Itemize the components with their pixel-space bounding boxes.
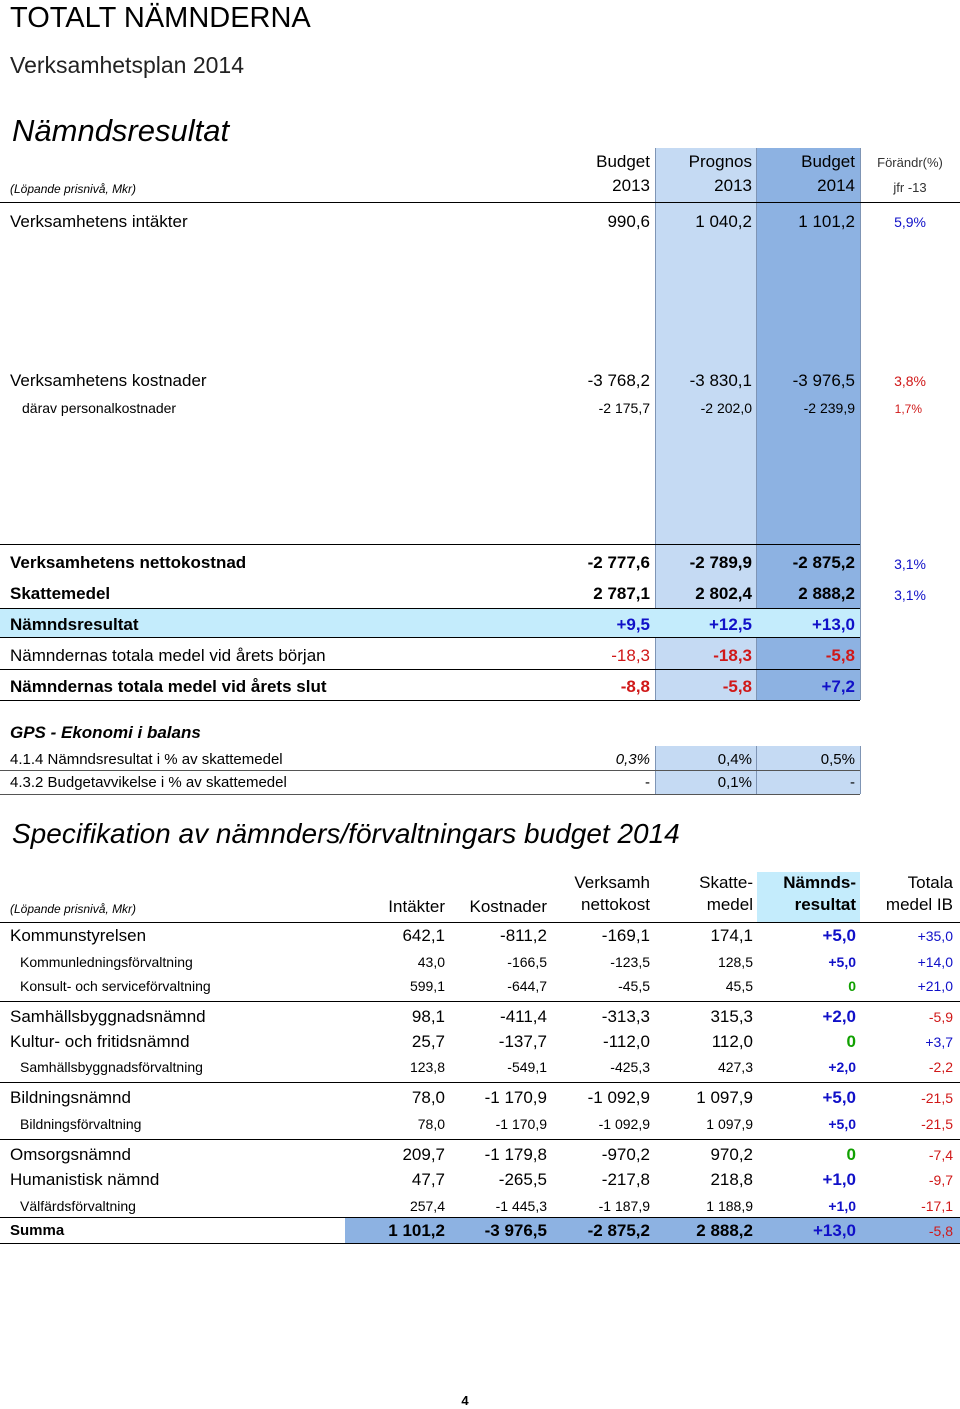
cell-totala: +21,0	[917, 978, 953, 994]
row-label: Verksamhetens kostnader	[10, 371, 207, 390]
cell-p13: 1 040,2	[695, 212, 752, 231]
cell-resultat: +5,0	[822, 1088, 856, 1107]
cell-netto: -1 092,9	[587, 1088, 650, 1107]
row-label: Skattemedel	[10, 584, 111, 603]
cell-netto: -1 092,9	[598, 1116, 650, 1132]
spec-heading: Specifikation av nämnders/förvaltningars budget 2014	[12, 818, 680, 849]
cell-chg: 1,7%	[894, 402, 922, 416]
cell-totala: -5,9	[928, 1009, 953, 1025]
row-label: Nämndernas totala medel vid årets slut	[10, 677, 327, 696]
cell-p13: -2 789,9	[689, 553, 752, 572]
cell-skatte: 1 097,9	[706, 1116, 753, 1132]
row-label: 4.1.4 Nämndsresultat i % av skattemedel	[10, 751, 283, 768]
summa-netto: -2 875,2	[587, 1221, 650, 1240]
col-header-budget13: Budget 2013	[596, 152, 650, 195]
gps-heading: GPS - Ekonomi i balans	[10, 723, 201, 742]
spec-col-resultat: Nämnds- resultat	[783, 873, 856, 914]
row-label: Omsorgsnämnd	[10, 1145, 131, 1164]
row-label: därav personalkostnader	[22, 400, 177, 416]
cell-skatte: 1 188,9	[706, 1198, 753, 1214]
cell-netto: -217,8	[601, 1170, 650, 1189]
cell-b13: -8,8	[620, 677, 650, 696]
cell-b14: -3 976,5	[792, 371, 855, 390]
row-label: Kultur- och fritidsnämnd	[10, 1032, 190, 1051]
cell-b14: +7,2	[821, 677, 855, 696]
cell-b13: 990,6	[607, 212, 650, 231]
result-heading: Nämndsresultat	[12, 113, 230, 148]
cell-resultat: +1,0	[822, 1170, 856, 1189]
cell-resultat: +2,0	[822, 1007, 856, 1026]
cell-b13: 0,3%	[615, 751, 650, 768]
cell-p13: -5,8	[722, 677, 752, 696]
cell-intakter: 98,1	[411, 1007, 445, 1026]
cell-intakter: 257,4	[409, 1198, 445, 1214]
cell-p13: 0,1%	[717, 774, 752, 791]
cell-b14: 0,5%	[820, 751, 855, 768]
cell-skatte: 174,1	[710, 926, 753, 945]
row-label: 4.3.2 Budgetavvikelse i % av skattemedel	[10, 774, 287, 791]
row-label: Konsult- och serviceförvaltning	[20, 978, 211, 994]
cell-kostnader: -411,4	[500, 1007, 547, 1026]
cell-kostnader: -549,1	[507, 1059, 547, 1075]
cell-p13: -3 830,1	[689, 371, 752, 390]
spec-header-divider	[0, 922, 960, 923]
summa-totala: -5,8	[928, 1223, 953, 1239]
cell-p13: 2 802,4	[695, 584, 752, 603]
cell-netto: -970,2	[601, 1145, 650, 1164]
spec-unit-note: (Löpande prisnivå, Mkr)	[10, 902, 137, 916]
cell-b14: 2 888,2	[798, 584, 855, 603]
gps-divider	[860, 746, 861, 794]
row-label: Samhällsbyggnadsförvaltning	[20, 1059, 203, 1075]
spec-col-totala: Totala medel IB	[885, 873, 953, 914]
cell-skatte: 218,8	[710, 1170, 753, 1189]
cell-netto: -112,0	[603, 1032, 650, 1051]
summa-bottom-line	[0, 1243, 960, 1244]
cell-b13: +9,5	[616, 615, 650, 634]
spec-col-kostnader: Kostnader	[469, 897, 547, 916]
cell-p13: 0,4%	[717, 751, 752, 768]
cell-skatte: 128,5	[717, 954, 753, 970]
col-divider	[860, 148, 861, 700]
cell-resultat: 0	[846, 1032, 856, 1051]
group-divider	[0, 1139, 960, 1140]
header-divider	[0, 202, 960, 203]
cell-netto: -123,5	[610, 954, 650, 970]
row-divider	[0, 608, 860, 609]
page-title: TOTALT NÄMNDERNA	[10, 2, 311, 34]
cell-netto: -45,5	[618, 978, 650, 994]
row-label: Välfärdsförvaltning	[20, 1198, 136, 1214]
cell-skatte: 112,0	[711, 1032, 753, 1051]
cell-skatte: 970,2	[710, 1145, 753, 1164]
row-label: Nämndsresultat	[10, 615, 139, 634]
row-divider	[0, 700, 860, 701]
cell-skatte: 1 097,9	[696, 1088, 753, 1107]
cell-totala: -21,5	[921, 1116, 953, 1132]
cell-b14: -2 239,9	[803, 400, 855, 416]
summa-skatte: 2 888,2	[696, 1221, 753, 1240]
cell-chg: 3,8%	[894, 373, 926, 389]
cell-netto: -313,3	[601, 1007, 650, 1026]
cell-totala: -9,7	[928, 1172, 953, 1188]
row-label: Humanistisk nämnd	[10, 1170, 160, 1189]
row-divider	[0, 637, 860, 638]
cell-resultat: +5,0	[828, 954, 856, 970]
group-divider	[0, 1082, 960, 1083]
row-label: Kommunledningsförvaltning	[20, 954, 193, 970]
cell-chg: 5,9%	[894, 214, 926, 230]
cell-totala: -2,2	[928, 1059, 953, 1075]
cell-kostnader: -1 445,3	[495, 1198, 547, 1214]
row-label: Verksamhetens nettokostnad	[10, 553, 247, 572]
cell-kostnader: -1 179,8	[484, 1145, 547, 1164]
cell-b13: 2 787,1	[593, 584, 650, 603]
cell-resultat: +1,0	[828, 1198, 856, 1214]
cell-totala: -7,4	[928, 1147, 953, 1163]
cell-resultat: 0	[848, 978, 856, 994]
cell-intakter: 78,0	[411, 1088, 445, 1107]
cell-b13: -2 777,6	[587, 553, 650, 572]
cell-intakter: 47,7	[411, 1170, 445, 1189]
cell-skatte: 427,3	[717, 1059, 753, 1075]
cell-netto: -425,3	[610, 1059, 650, 1075]
cell-netto: -169,1	[601, 926, 650, 945]
cell-b14: -2 875,2	[792, 553, 855, 572]
col-header-change: Förändr(%) jfr -13	[877, 155, 943, 195]
cell-totala: +14,0	[917, 954, 953, 970]
cell-resultat: 0	[846, 1145, 856, 1164]
cell-b13: -	[645, 774, 650, 791]
cell-chg: 3,1%	[894, 587, 926, 603]
cell-b14: 1 101,2	[798, 212, 855, 231]
cell-b14: -5,8	[825, 646, 855, 665]
cell-resultat: +5,0	[828, 1116, 856, 1132]
spec-col-netto: Verksamh nettokost	[574, 873, 650, 914]
cell-netto: -1 187,9	[598, 1198, 650, 1214]
row-label: Bildningsnämnd	[10, 1088, 131, 1107]
row-divider	[0, 669, 860, 670]
summa-resultat: +13,0	[812, 1221, 856, 1240]
cell-b14: +13,0	[811, 615, 855, 634]
cell-intakter: 43,0	[417, 954, 445, 970]
spec-col-skatte: Skatte- medel	[699, 873, 753, 914]
row-divider	[0, 544, 860, 545]
unit-note: (Löpande prisnivå, Mkr)	[10, 182, 137, 196]
cell-intakter: 642,1	[402, 926, 445, 945]
cell-b13: -3 768,2	[587, 371, 650, 390]
group-divider	[0, 1001, 960, 1002]
cell-p13: +12,5	[708, 615, 752, 634]
page-subtitle: Verksamhetsplan 2014	[10, 52, 244, 78]
row-label: Samhällsbyggnadsnämnd	[10, 1007, 206, 1026]
cell-skatte: 45,5	[725, 978, 753, 994]
cell-kostnader: -811,2	[500, 926, 547, 945]
cell-resultat: +2,0	[828, 1059, 856, 1075]
cell-intakter: 123,8	[409, 1059, 445, 1075]
summa-kostnader: -3 976,5	[484, 1221, 547, 1240]
cell-intakter: 78,0	[417, 1116, 445, 1132]
cell-intakter: 599,1	[409, 978, 445, 994]
row-label: Nämndernas totala medel vid årets början	[10, 646, 326, 665]
row-label: Verksamhetens intäkter	[10, 212, 188, 231]
row-label: Bildningsförvaltning	[20, 1116, 142, 1132]
cell-kostnader: -644,7	[507, 978, 547, 994]
summa-top-line	[0, 1217, 960, 1218]
cell-p13: -18,3	[713, 646, 752, 665]
cell-kostnader: -1 170,9	[495, 1116, 547, 1132]
summa-intakter: 1 101,2	[388, 1221, 445, 1240]
col-header-budget14: Budget 2014	[801, 152, 855, 195]
row-label: Summa	[10, 1222, 65, 1239]
cell-skatte: 315,3	[710, 1007, 753, 1026]
cell-b14: -	[850, 774, 855, 791]
cell-kostnader: -265,5	[498, 1170, 547, 1189]
cell-kostnader: -137,7	[498, 1032, 547, 1051]
cell-intakter: 209,7	[402, 1145, 445, 1164]
cell-chg: 3,1%	[894, 556, 926, 572]
cell-kostnader: -1 170,9	[484, 1088, 547, 1107]
spec-col-intakter: Intäkter	[388, 897, 445, 916]
row-divider	[0, 770, 860, 771]
cell-totala: +3,7	[925, 1034, 953, 1050]
cell-resultat: +5,0	[822, 926, 856, 945]
cell-totala: +35,0	[917, 928, 953, 944]
cell-intakter: 25,7	[411, 1032, 445, 1051]
cell-b13: -2 175,7	[598, 400, 650, 416]
page-number: 4	[461, 1393, 469, 1408]
row-divider	[0, 794, 860, 795]
cell-b13: -18,3	[611, 646, 650, 665]
cell-totala: -21,5	[921, 1090, 953, 1106]
col-header-prognos13: Prognos 2013	[688, 152, 752, 195]
row-label: Kommunstyrelsen	[10, 926, 147, 945]
cell-totala: -17,1	[921, 1198, 953, 1214]
cell-kostnader: -166,5	[507, 954, 547, 970]
cell-p13: -2 202,0	[700, 400, 752, 416]
